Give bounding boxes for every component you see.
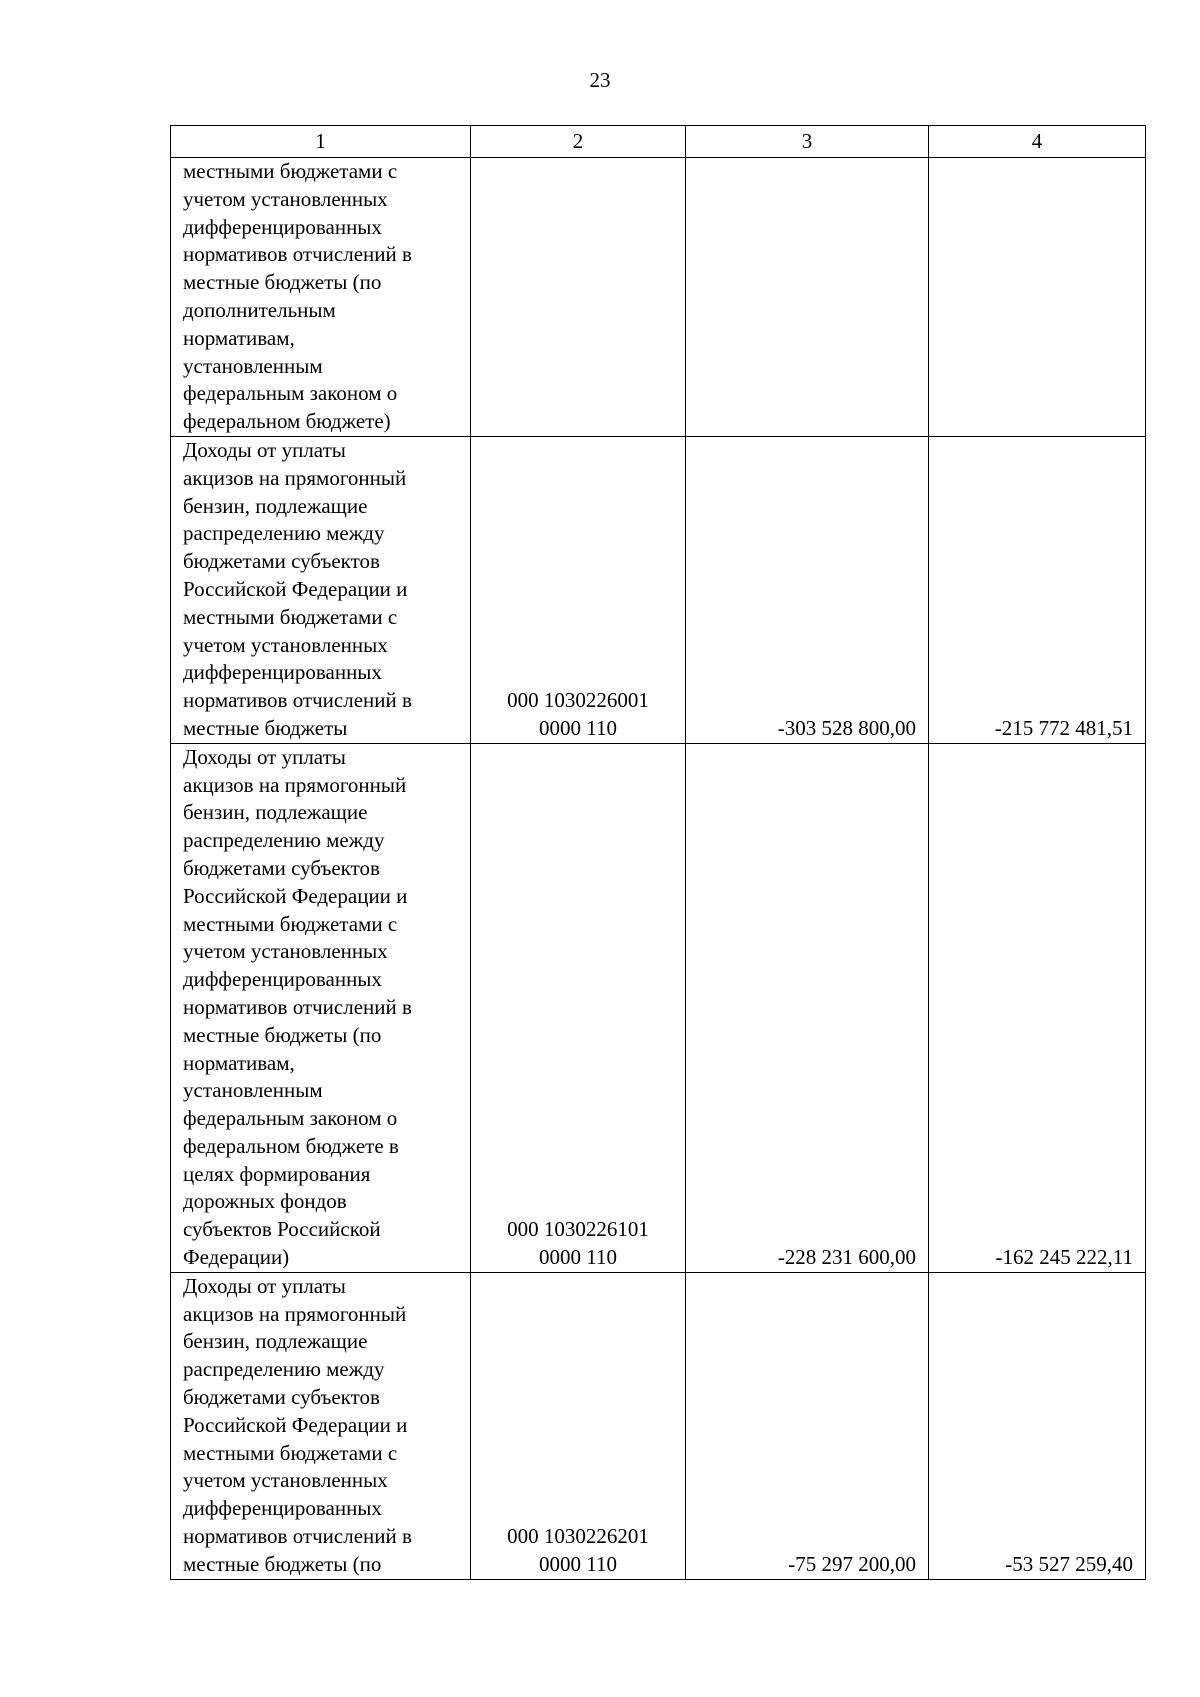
row-4-code: 000 1030226201 0000 110: [471, 1272, 686, 1579]
row-1-code: [471, 158, 686, 437]
row-2-actual: -215 772 481,51: [929, 436, 1146, 743]
table-header-row: [171, 126, 1146, 158]
budget-table: [170, 125, 1146, 1580]
column-header-3: 3: [686, 126, 929, 158]
row-3-actual: -162 245 222,11: [929, 743, 1146, 1272]
table-row: [171, 743, 1146, 1272]
row-3-plan: -228 231 600,00: [686, 743, 929, 1272]
row-4-name: Доходы от уплаты акцизов на прямогонный бензин, подлежащие распределению между бюджетами субъектов Российской Федерации и местными бюджетами с учетом установленных дифференцированных нормативов отчислений в местные бюджеты (по: [171, 1272, 471, 1579]
row-2-plan: -303 528 800,00: [686, 436, 929, 743]
table-row: [171, 1272, 1146, 1579]
row-1-plan: [686, 158, 929, 437]
row-3-code: 000 1030226101 0000 110: [471, 743, 686, 1272]
row-2-name: Доходы от уплаты акцизов на прямогонный бензин, подлежащие распределению между бюджетами субъектов Российской Федерации и местными бюджетами с учетом установленных дифференцированных нормативов отчислений в местные бюджеты: [171, 436, 471, 743]
row-1-actual: [929, 158, 1146, 437]
column-header-1: 1: [171, 126, 471, 158]
row-4-plan: -75 297 200,00: [686, 1272, 929, 1579]
page-number: 23: [589, 68, 611, 92]
column-header-4: 4: [929, 126, 1146, 158]
row-2-code: 000 1030226001 0000 110: [471, 436, 686, 743]
row-3-name: Доходы от уплаты акцизов на прямогонный бензин, подлежащие распределению между бюджетами субъектов Российской Федерации и местными бюджетами с учетом установленных дифференцированных нормативов отчислений в местные бюджеты (по нормативам, установленным федеральным законом о федеральном бюджете в целях формирования дорожных фондов субъектов Российской Федерации): [171, 743, 471, 1272]
table-row: [171, 158, 1146, 437]
column-header-2: 2: [471, 126, 686, 158]
row-1-name: местными бюджетами с учетом установленных дифференцированных нормативов отчислений в местные бюджеты (по дополнительным нормативам, установленным федеральным законом о федеральном бюджете): [171, 158, 471, 437]
row-4-actual: -53 527 259,40: [929, 1272, 1146, 1579]
table-row: [171, 436, 1146, 743]
